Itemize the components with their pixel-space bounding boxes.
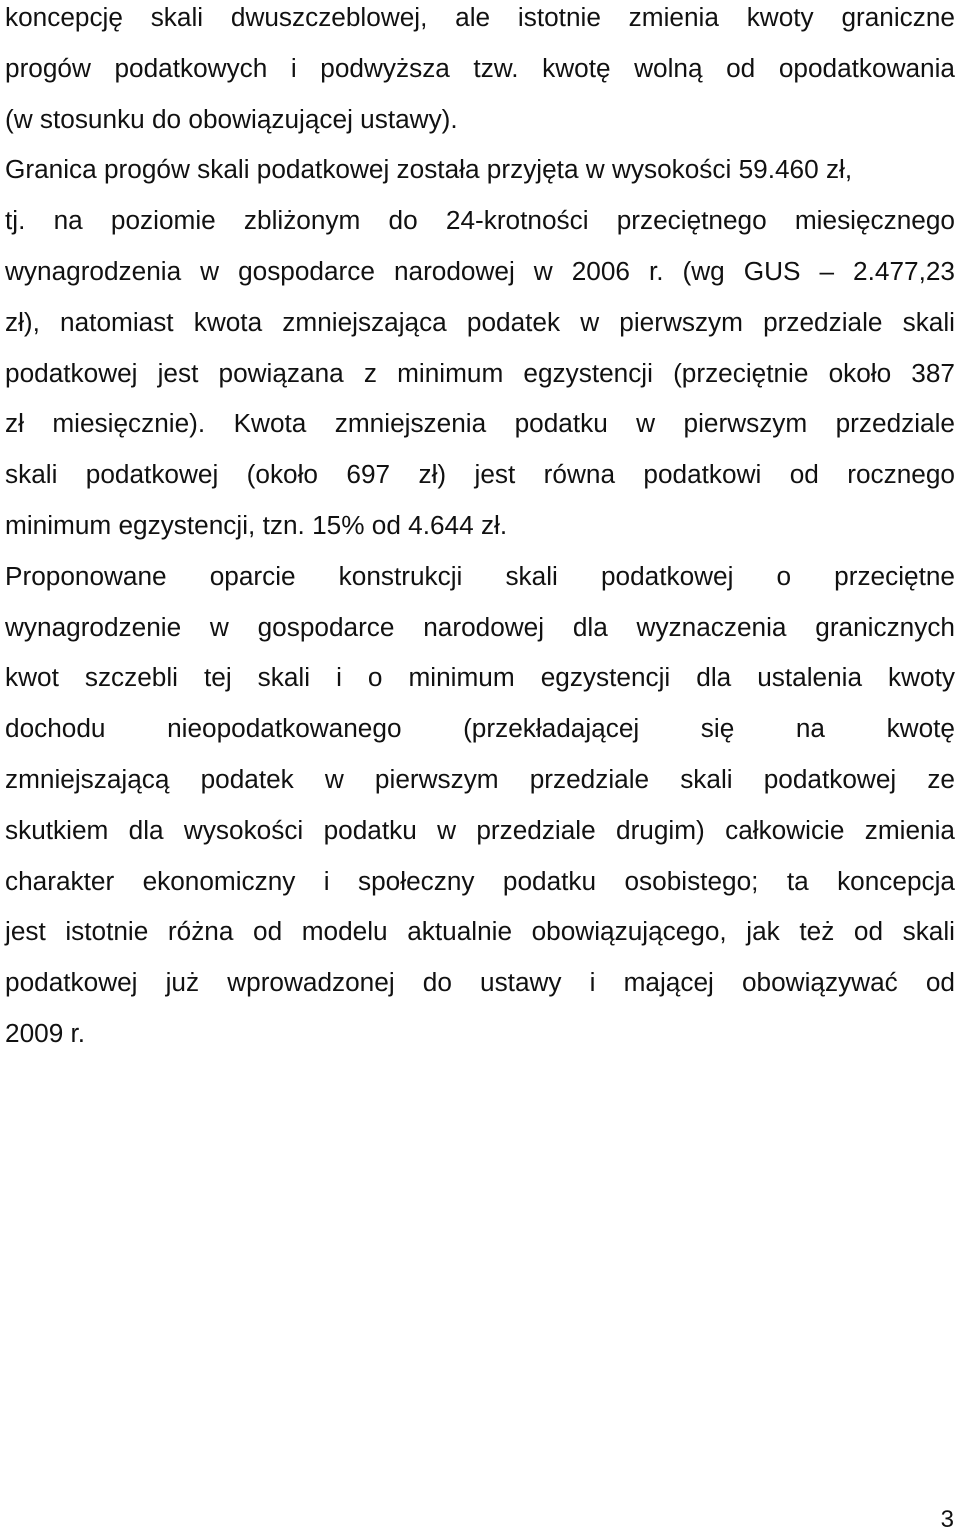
text-line: progów podatkowych i podwyższa tzw. kwotę wolną od opodatkowania: [5, 52, 955, 83]
text-line: wynagrodzenia w gospodarce narodowej w 2006 r. (wg GUS – 2.477,23: [5, 255, 955, 286]
text-line: zł), natomiast kwota zmniejszająca podatek w pierwszym przedziale skali: [5, 306, 955, 337]
text-line: Proponowane oparcie konstrukcji skali podatkowej o przeciętne: [5, 560, 955, 591]
text-line: kwot szczebli tej skali i o minimum egzystencji dla ustalenia kwoty: [5, 662, 955, 693]
page-number: 3: [940, 1506, 954, 1533]
body-text: [5, 0, 955, 1059]
text-line: zł miesięcznie). Kwota zmniejszenia podatku w pierwszym przedziale: [5, 408, 955, 439]
text-line: dochodu nieopodatkowanego (przekładającej się na kwotę: [5, 713, 955, 744]
text-line: 2009 r.: [5, 1017, 86, 1048]
text-line: charakter ekonomiczny i społeczny podatku osobistego; ta koncepcja: [5, 865, 955, 896]
text-line: wynagrodzenie w gospodarce narodowej dla wyznaczenia granicznych: [5, 611, 955, 642]
text-line: tj. na poziomie zbliżonym do 24-krotności przeciętnego miesięcznego: [5, 205, 955, 236]
text-line: zmniejszającą podatek w pierwszym przedziale skali podatkowej ze: [5, 763, 955, 794]
text-line: jest istotnie różna od modelu aktualnie obowiązującego, jak też od skali: [5, 916, 955, 947]
text-line: podatkowej już wprowadzonej do ustawy i mającej obowiązywać od: [5, 967, 955, 998]
text-line: Granica progów skali podatkowej została przyjęta w wysokości 59.460 zł,: [5, 154, 853, 185]
text-line: minimum egzystencji, tzn. 15% od 4.644 zł.: [5, 509, 508, 540]
text-line: skutkiem dla wysokości podatku w przedziale drugim) całkowicie zmienia: [5, 814, 955, 845]
text-line: (w stosunku do obowiązującej ustawy).: [5, 103, 458, 134]
text-line: skali podatkowej (około 697 zł) jest równa podatkowi od rocznego: [5, 459, 955, 490]
text-line: koncepcję skali dwuszczeblowej, ale istotnie zmienia kwoty graniczne: [5, 2, 955, 32]
text-line: podatkowej jest powiązana z minimum egzystencji (przeciętnie około 387: [5, 357, 955, 388]
